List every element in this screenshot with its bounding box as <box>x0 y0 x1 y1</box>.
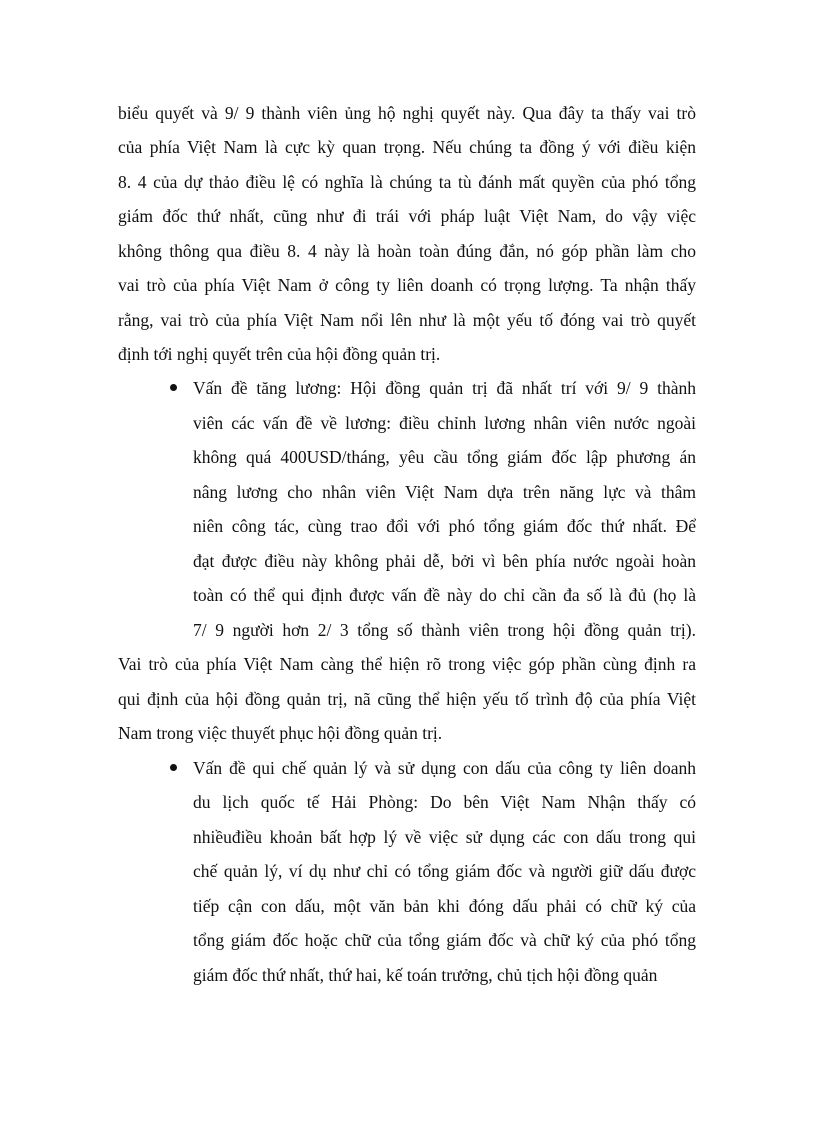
bullet-line: chế quản lý, ví dụ như chỉ có tổng giám đốc và người giữ dấu được <box>193 861 696 881</box>
bullet-line: 7/ 9 người hơn 2/ 3 tổng số thành viên trong hội đồng quản trị). <box>193 620 696 640</box>
bullet-line: tiếp cận con dấu, một văn bản khi đóng dấu phải có chữ ký của <box>193 896 696 916</box>
bullet-line: niên công tác, cùng trao đổi với phó tổng giám đốc thứ nhất. Để <box>193 516 696 536</box>
bullet-line: tổng giám đốc hoặc chữ của tổng giám đốc và chữ ký của phó tổng <box>193 930 696 950</box>
bullet-line: toàn có thể qui định được vấn đề này do chỉ cần đa số là đủ (họ là <box>193 585 696 605</box>
paragraph-line: định tới nghị quyết trên của hội đồng quản trị. <box>118 344 441 364</box>
bullet-line: nâng lương cho nhân viên Việt Nam dựa trên năng lực và thâm <box>193 482 696 502</box>
bullet-line: đạt được điều này không phải dễ, bởi vì bên phía nước ngoài hoàn <box>193 551 696 571</box>
bullet-line: giám đốc thứ nhất, thứ hai, kế toán trưởng, chủ tịch hội đồng quản <box>193 965 658 985</box>
paragraph-line: qui định của hội đồng quản trị, nã cũng thể hiện yếu tố trình độ của phía Việt <box>118 689 696 709</box>
bullet-line: nhiềuđiều khoản bất hợp lý về việc sử dụng các con dấu trong qui <box>193 827 696 847</box>
bullet-line: Vấn đề tăng lương: Hội đồng quản trị đã nhất trí với 9/ 9 thành <box>193 378 696 398</box>
bullet-line: Vấn đề qui chế quản lý và sử dụng con dấu của công ty liên doanh <box>193 758 696 778</box>
paragraph-line: không thông qua điều 8. 4 này là hoàn toàn đúng đắn, nó góp phần làm cho <box>118 241 696 261</box>
paragraph-line: của phía Việt Nam là cực kỳ quan trọng. Nếu chúng ta đồng ý với điều kiện <box>118 137 696 157</box>
paragraph-line: Vai trò của phía Việt Nam càng thể hiện rõ trong việc góp phần cùng định ra <box>118 654 696 674</box>
paragraph-line: rằng, vai trò của phía Việt Nam nổi lên như là một yếu tố đóng vai trò quyết <box>118 310 696 330</box>
bullet-line: không quá 400USD/tháng, yêu cầu tổng giám đốc lập phương án <box>193 447 696 467</box>
bullet-line: du lịch quốc tế Hải Phòng: Do bên Việt Nam Nhận thấy có <box>193 792 696 812</box>
paragraph-line: 8. 4 của dự thảo điều lệ có nghĩa là chúng ta tù đánh mất quyền của phó tổng <box>118 172 696 192</box>
bullet-icon <box>170 764 177 771</box>
bullet-line: viên các vấn đề về lương: điều chỉnh lương nhân viên nước ngoài <box>193 413 696 433</box>
paragraph-line: vai trò của phía Việt Nam ở công ty liên doanh có trọng lượng. Ta nhận thấy <box>118 275 696 295</box>
paragraph-line: giám đốc thứ nhất, cũng như đi trái với pháp luật Việt Nam, do vậy việc <box>118 206 696 226</box>
paragraph-line: Nam trong việc thuyết phục hội đồng quản trị. <box>118 723 443 743</box>
paragraph-line: biểu quyết và 9/ 9 thành viên ủng hộ nghị quyết này. Qua đây ta thấy vai trò <box>118 103 696 123</box>
bullet-icon <box>170 384 177 391</box>
